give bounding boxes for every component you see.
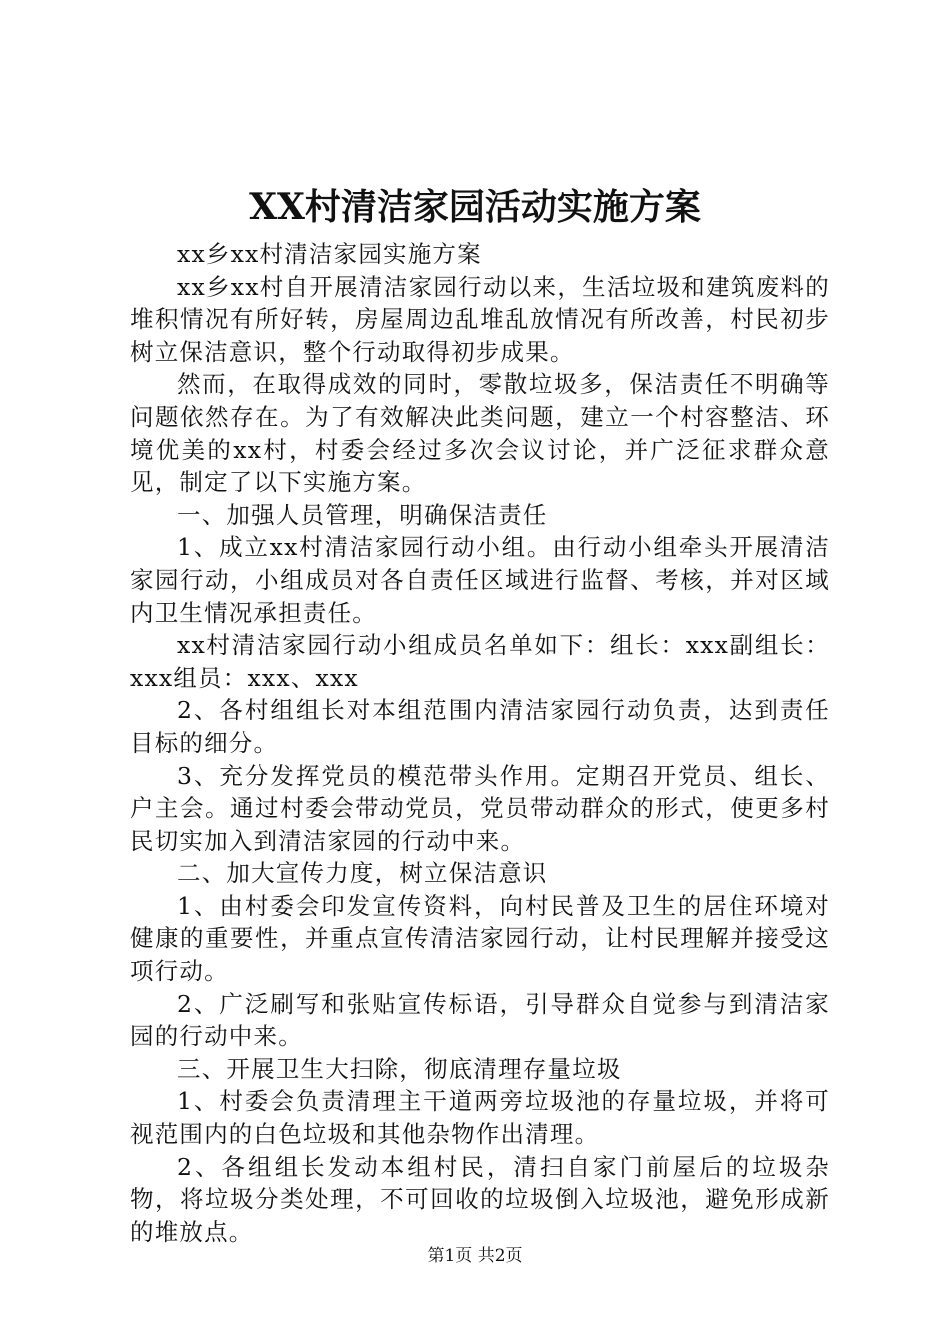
- document-body: [130, 238, 830, 1248]
- section-heading-3: 三、开展卫生大扫除，彻底清理存量垃圾: [177, 1054, 622, 1083]
- section-heading-2: 二、加大宣传力度，树立保洁意识: [177, 859, 548, 888]
- page-footer: 第1页 共2页: [427, 1246, 523, 1266]
- paragraph-problem: 然而，在取得成效的同时，零散垃圾多，保洁责任不明确等问题依然存在。为了有效解决此类问题，建立一个村容整洁、环境优美的xx村，村委会经过多次会议讨论，并广泛征求群众意见，制定了以下实施方案。: [130, 370, 830, 497]
- paragraph-1-3: 3、充分发挥党员的模范带头作用。定期召开党员、组长、户主会。通过村委会带动党员，党员带动群众的形式，使更多村民切实加入到清洁家园的行动中来。: [130, 761, 830, 855]
- paragraph-1-2: 2、各村组组长对本组范围内清洁家园行动负责，达到责任目标的细分。: [130, 696, 830, 757]
- paragraph-2-1: 1、由村委会印发宣传资料，向村民普及卫生的居住环境对健康的重要性，并重点宣传清洁家园行动，让村民理解并接受这项行动。: [130, 891, 830, 986]
- paragraph-3-2: 2、各组组长发动本组村民，清扫自家门前屋后的垃圾杂物，将垃圾分类处理，不可回收的垃圾倒入垃圾池，避免形成新的堆放点。: [130, 1152, 830, 1246]
- paragraph-1-1: 1、成立xx村清洁家园行动小组。由行动小组牵头开展清洁家园行动，小组成员对各自责任区域进行监督、考核，并对区域内卫生情况承担责任。: [130, 533, 830, 627]
- paragraph-subtitle: xx乡xx村清洁家园实施方案: [177, 240, 482, 268]
- paragraph-2-2: 2、广泛刷写和张贴宣传标语，引导群众自觉参与到清洁家园的行动中来。: [130, 989, 830, 1051]
- paragraph-3-1: 1、村委会负责清理主干道两旁垃圾池的存量垃圾，并将可视范围内的白色垃圾和其他杂物作出清理。: [130, 1087, 830, 1149]
- section-heading-1: 一、加强人员管理，明确保洁责任: [177, 500, 548, 529]
- paragraph-intro: xx乡xx村自开展清洁家园行动以来，生活垃圾和建筑废料的堆积情况有所好转，房屋周边乱堆乱放情况有所改善，村民初步树立保洁意识，整个行动取得初步成果。: [130, 272, 830, 366]
- paragraph-member-list: xx村清洁家园行动小组成员名单如下：组长：xxx副组长：xxx组员：xxx、xxx: [130, 631, 830, 692]
- document-title: XX村清洁家园活动实施方案: [249, 186, 701, 228]
